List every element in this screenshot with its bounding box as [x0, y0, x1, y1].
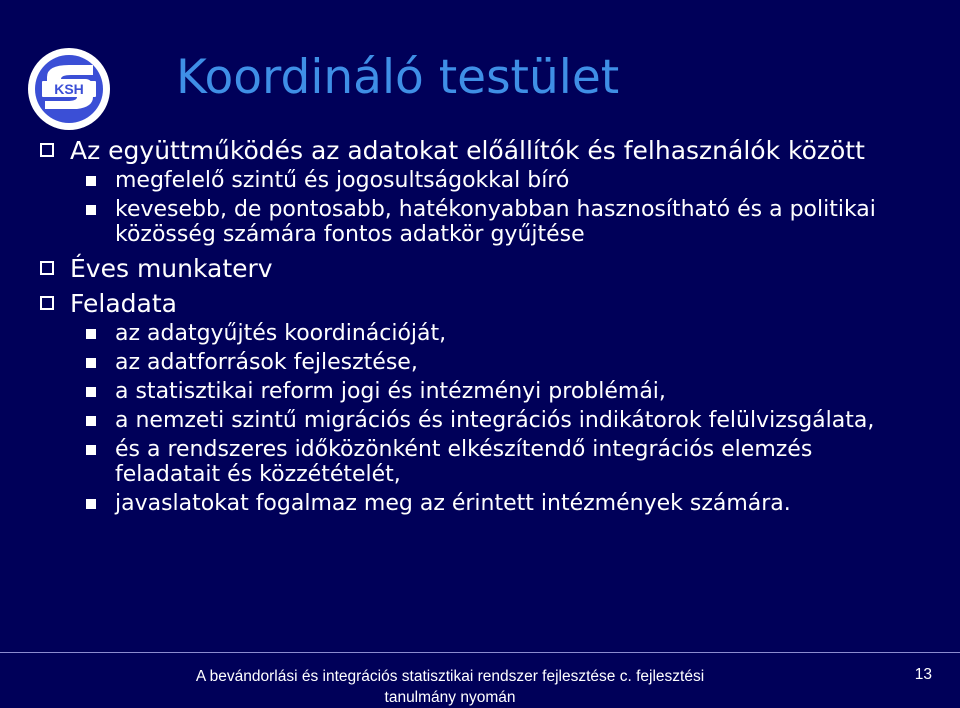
sub-bullet-text: javaslatokat fogalmaz meg az érintett intézmények számára. — [115, 491, 791, 516]
sub-bullet-text: az adatgyűjtés koordinációját, — [115, 321, 447, 346]
filled-square-bullet-icon — [86, 445, 96, 455]
filled-square-bullet-icon — [86, 499, 96, 509]
filled-square-bullet-icon — [86, 205, 96, 215]
sub-bullet-text: megfelelő szintű és jogosultságokkal bíró — [115, 168, 570, 193]
sub-bullet-item — [0, 379, 905, 404]
sub-bullet-item — [0, 350, 905, 375]
footer-divider — [0, 652, 960, 653]
slide-title: Koordináló testület — [176, 50, 620, 105]
hollow-square-bullet-icon — [40, 296, 54, 310]
hollow-square-bullet-icon — [40, 143, 54, 157]
bullet-item — [0, 137, 870, 164]
sub-bullet-item — [0, 321, 905, 346]
sub-bullet-item — [0, 408, 905, 433]
bullet-text: Feladata — [70, 289, 177, 318]
sub-bullet-text: a nemzeti szintű migrációs és integrációs indikátorok felülvizsgálata, — [115, 408, 875, 433]
sub-bullet-item — [0, 168, 905, 193]
page-number: 13 — [914, 666, 932, 683]
sub-bullet-item — [0, 197, 905, 247]
filled-square-bullet-icon — [86, 176, 96, 186]
filled-square-bullet-icon — [86, 329, 96, 339]
hollow-square-bullet-icon — [40, 261, 54, 275]
svg-text:KSH: KSH — [54, 81, 84, 97]
sub-bullet-text: és a rendszeres időközönként elkészítendő integrációs elemzés feladatait és közzétételét, — [115, 437, 813, 487]
sub-bullet-text: az adatforrások fejlesztése, — [115, 350, 418, 375]
sub-bullet-text: kevesebb, de pontosabb, hatékonyabban hasznosítható és a politikai közösség számára fontos adatkör gyűjtése — [115, 197, 876, 247]
sub-bullet-text: a statisztikai reform jogi és intézményi problémái, — [115, 379, 666, 404]
filled-square-bullet-icon — [86, 358, 96, 368]
sub-bullet-item — [0, 437, 905, 487]
bullet-text: Éves munkaterv — [70, 254, 273, 283]
filled-square-bullet-icon — [86, 416, 96, 426]
bullet-text: Az együttműködés az adatokat előállítók és felhasználók között — [70, 136, 865, 165]
bullet-list — [0, 137, 960, 520]
sub-bullet-item — [0, 491, 905, 516]
filled-square-bullet-icon — [86, 387, 96, 397]
ksh-logo — [27, 47, 111, 131]
footer-text: A bevándorlási és integrációs statisztikai rendszer fejlesztése c. fejlesztési tanulmány nyomán — [195, 668, 705, 706]
bullet-item — [0, 290, 870, 317]
bullet-item — [0, 255, 870, 282]
